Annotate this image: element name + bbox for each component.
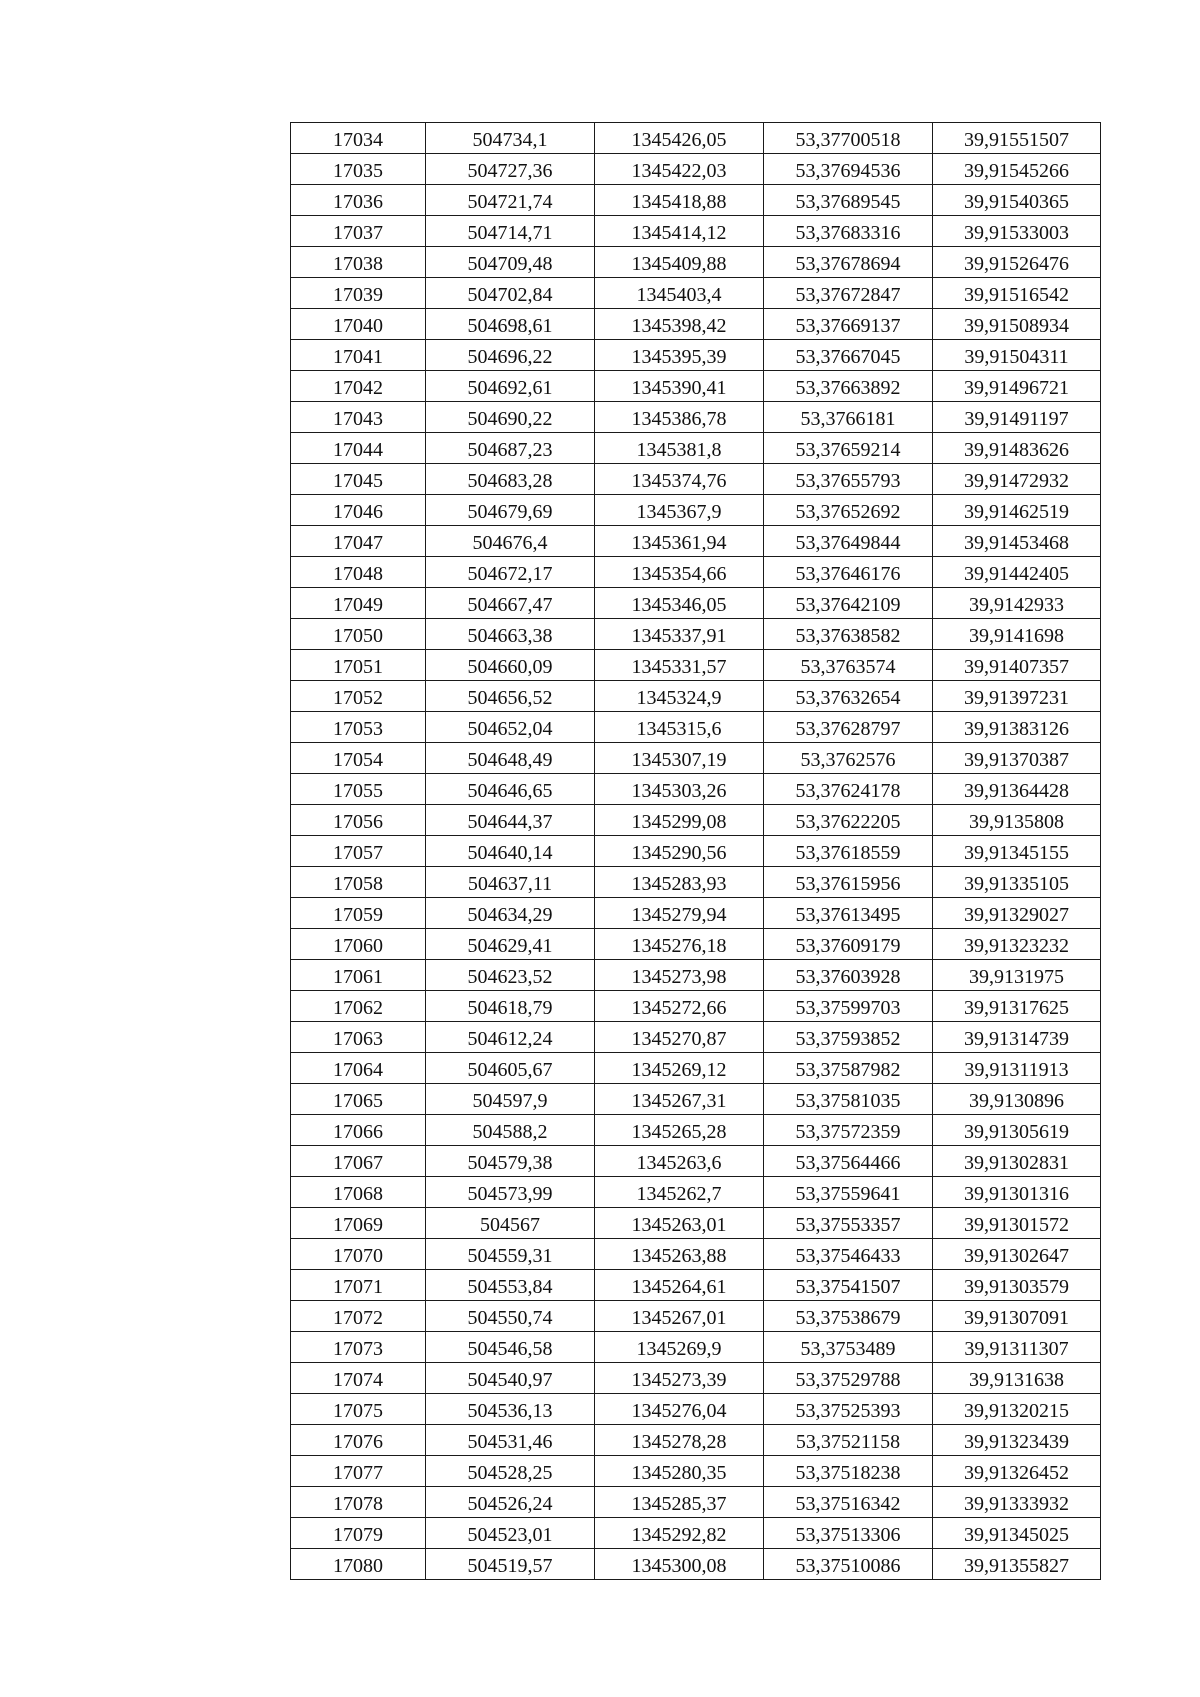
table-row	[291, 1146, 1101, 1177]
x-coordinate-cell: 504687,23	[426, 433, 595, 464]
longitude-cell: 39,91397231	[933, 681, 1101, 712]
table-row	[291, 1487, 1101, 1518]
longitude-cell: 39,91301316	[933, 1177, 1101, 1208]
longitude-cell: 39,91508934	[933, 309, 1101, 340]
table-row	[291, 588, 1101, 619]
point-number-cell: 17060	[291, 929, 426, 960]
longitude-cell: 39,91311307	[933, 1332, 1101, 1363]
y-coordinate-cell: 1345265,28	[595, 1115, 764, 1146]
longitude-cell: 39,91323439	[933, 1425, 1101, 1456]
x-coordinate-cell: 504698,61	[426, 309, 595, 340]
point-number-cell: 17077	[291, 1456, 426, 1487]
table-row	[291, 1239, 1101, 1270]
point-number-cell: 17038	[291, 247, 426, 278]
table-row	[291, 309, 1101, 340]
y-coordinate-cell: 1345374,76	[595, 464, 764, 495]
point-number-cell: 17054	[291, 743, 426, 774]
x-coordinate-cell: 504637,11	[426, 867, 595, 898]
x-coordinate-cell: 504519,57	[426, 1549, 595, 1580]
y-coordinate-cell: 1345303,26	[595, 774, 764, 805]
y-coordinate-cell: 1345267,01	[595, 1301, 764, 1332]
table-row	[291, 433, 1101, 464]
y-coordinate-cell: 1345324,9	[595, 681, 764, 712]
x-coordinate-cell: 504679,69	[426, 495, 595, 526]
x-coordinate-cell: 504597,9	[426, 1084, 595, 1115]
longitude-cell: 39,91302831	[933, 1146, 1101, 1177]
table-row	[291, 154, 1101, 185]
point-number-cell: 17055	[291, 774, 426, 805]
table-row	[291, 743, 1101, 774]
x-coordinate-cell: 504683,28	[426, 464, 595, 495]
table-row	[291, 247, 1101, 278]
point-number-cell: 17062	[291, 991, 426, 1022]
x-coordinate-cell: 504656,52	[426, 681, 595, 712]
coordinates-table-body	[291, 123, 1101, 1580]
point-number-cell: 17039	[291, 278, 426, 309]
y-coordinate-cell: 1345278,28	[595, 1425, 764, 1456]
latitude-cell: 53,37669137	[764, 309, 933, 340]
latitude-cell: 53,37510086	[764, 1549, 933, 1580]
point-number-cell: 17079	[291, 1518, 426, 1549]
y-coordinate-cell: 1345346,05	[595, 588, 764, 619]
x-coordinate-cell: 504526,24	[426, 1487, 595, 1518]
x-coordinate-cell: 504676,4	[426, 526, 595, 557]
x-coordinate-cell: 504531,46	[426, 1425, 595, 1456]
y-coordinate-cell: 1345273,39	[595, 1363, 764, 1394]
y-coordinate-cell: 1345422,03	[595, 154, 764, 185]
x-coordinate-cell: 504623,52	[426, 960, 595, 991]
latitude-cell: 53,37518238	[764, 1456, 933, 1487]
point-number-cell: 17045	[291, 464, 426, 495]
y-coordinate-cell: 1345390,41	[595, 371, 764, 402]
table-row	[291, 216, 1101, 247]
latitude-cell: 53,37678694	[764, 247, 933, 278]
x-coordinate-cell: 504646,65	[426, 774, 595, 805]
latitude-cell: 53,37700518	[764, 123, 933, 154]
latitude-cell: 53,37655793	[764, 464, 933, 495]
y-coordinate-cell: 1345315,6	[595, 712, 764, 743]
longitude-cell: 39,91516542	[933, 278, 1101, 309]
table-row	[291, 681, 1101, 712]
table-row	[291, 991, 1101, 1022]
table-row	[291, 1084, 1101, 1115]
x-coordinate-cell: 504644,37	[426, 805, 595, 836]
latitude-cell: 53,37683316	[764, 216, 933, 247]
longitude-cell: 39,91333932	[933, 1487, 1101, 1518]
y-coordinate-cell: 1345272,66	[595, 991, 764, 1022]
table-row	[291, 464, 1101, 495]
latitude-cell: 53,37564466	[764, 1146, 933, 1177]
point-number-cell: 17074	[291, 1363, 426, 1394]
y-coordinate-cell: 1345367,9	[595, 495, 764, 526]
longitude-cell: 39,9135808	[933, 805, 1101, 836]
longitude-cell: 39,91301572	[933, 1208, 1101, 1239]
longitude-cell: 39,91383126	[933, 712, 1101, 743]
table-row	[291, 185, 1101, 216]
x-coordinate-cell: 504546,58	[426, 1332, 595, 1363]
point-number-cell: 17069	[291, 1208, 426, 1239]
table-row	[291, 1518, 1101, 1549]
longitude-cell: 39,91323232	[933, 929, 1101, 960]
latitude-cell: 53,37663892	[764, 371, 933, 402]
x-coordinate-cell: 504528,25	[426, 1456, 595, 1487]
longitude-cell: 39,91302647	[933, 1239, 1101, 1270]
longitude-cell: 39,91370387	[933, 743, 1101, 774]
y-coordinate-cell: 1345354,66	[595, 557, 764, 588]
latitude-cell: 53,37581035	[764, 1084, 933, 1115]
y-coordinate-cell: 1345409,88	[595, 247, 764, 278]
latitude-cell: 53,37529788	[764, 1363, 933, 1394]
table-row	[291, 1208, 1101, 1239]
point-number-cell: 17063	[291, 1022, 426, 1053]
latitude-cell: 53,37632654	[764, 681, 933, 712]
x-coordinate-cell: 504714,71	[426, 216, 595, 247]
point-number-cell: 17067	[291, 1146, 426, 1177]
point-number-cell: 17065	[291, 1084, 426, 1115]
latitude-cell: 53,37546433	[764, 1239, 933, 1270]
point-number-cell: 17073	[291, 1332, 426, 1363]
y-coordinate-cell: 1345381,8	[595, 433, 764, 464]
latitude-cell: 53,37521158	[764, 1425, 933, 1456]
x-coordinate-cell: 504605,67	[426, 1053, 595, 1084]
longitude-cell: 39,91483626	[933, 433, 1101, 464]
table-row	[291, 867, 1101, 898]
x-coordinate-cell: 504579,38	[426, 1146, 595, 1177]
longitude-cell: 39,91504311	[933, 340, 1101, 371]
table-row	[291, 495, 1101, 526]
point-number-cell: 17052	[291, 681, 426, 712]
point-number-cell: 17070	[291, 1239, 426, 1270]
y-coordinate-cell: 1345418,88	[595, 185, 764, 216]
y-coordinate-cell: 1345276,18	[595, 929, 764, 960]
point-number-cell: 17047	[291, 526, 426, 557]
y-coordinate-cell: 1345426,05	[595, 123, 764, 154]
latitude-cell: 53,3763574	[764, 650, 933, 681]
table-row	[291, 1301, 1101, 1332]
latitude-cell: 53,37672847	[764, 278, 933, 309]
y-coordinate-cell: 1345285,37	[595, 1487, 764, 1518]
table-row	[291, 1053, 1101, 1084]
table-row	[291, 1022, 1101, 1053]
y-coordinate-cell: 1345273,98	[595, 960, 764, 991]
table-row	[291, 712, 1101, 743]
latitude-cell: 53,37649844	[764, 526, 933, 557]
latitude-cell: 53,37513306	[764, 1518, 933, 1549]
y-coordinate-cell: 1345414,12	[595, 216, 764, 247]
y-coordinate-cell: 1345299,08	[595, 805, 764, 836]
point-number-cell: 17046	[291, 495, 426, 526]
point-number-cell: 17057	[291, 836, 426, 867]
y-coordinate-cell: 1345269,9	[595, 1332, 764, 1363]
point-number-cell: 17049	[291, 588, 426, 619]
longitude-cell: 39,9131975	[933, 960, 1101, 991]
point-number-cell: 17051	[291, 650, 426, 681]
table-row	[291, 1332, 1101, 1363]
latitude-cell: 53,37559641	[764, 1177, 933, 1208]
y-coordinate-cell: 1345386,78	[595, 402, 764, 433]
table-row	[291, 960, 1101, 991]
coordinates-table	[290, 122, 1101, 1580]
longitude-cell: 39,91329027	[933, 898, 1101, 929]
table-row	[291, 1270, 1101, 1301]
y-coordinate-cell: 1345262,7	[595, 1177, 764, 1208]
point-number-cell: 17075	[291, 1394, 426, 1425]
x-coordinate-cell: 504567	[426, 1208, 595, 1239]
y-coordinate-cell: 1345398,42	[595, 309, 764, 340]
longitude-cell: 39,91335105	[933, 867, 1101, 898]
table-row	[291, 1549, 1101, 1580]
table-row	[291, 1425, 1101, 1456]
latitude-cell: 53,37628797	[764, 712, 933, 743]
x-coordinate-cell: 504690,22	[426, 402, 595, 433]
table-row	[291, 1394, 1101, 1425]
longitude-cell: 39,9131638	[933, 1363, 1101, 1394]
point-number-cell: 17071	[291, 1270, 426, 1301]
x-coordinate-cell: 504573,99	[426, 1177, 595, 1208]
longitude-cell: 39,91472932	[933, 464, 1101, 495]
y-coordinate-cell: 1345361,94	[595, 526, 764, 557]
latitude-cell: 53,37609179	[764, 929, 933, 960]
y-coordinate-cell: 1345270,87	[595, 1022, 764, 1053]
latitude-cell: 53,37553357	[764, 1208, 933, 1239]
y-coordinate-cell: 1345263,01	[595, 1208, 764, 1239]
point-number-cell: 17037	[291, 216, 426, 247]
point-number-cell: 17043	[291, 402, 426, 433]
longitude-cell: 39,91303579	[933, 1270, 1101, 1301]
x-coordinate-cell: 504523,01	[426, 1518, 595, 1549]
point-number-cell: 17072	[291, 1301, 426, 1332]
latitude-cell: 53,37599703	[764, 991, 933, 1022]
latitude-cell: 53,37624178	[764, 774, 933, 805]
longitude-cell: 39,91491197	[933, 402, 1101, 433]
table-row	[291, 340, 1101, 371]
x-coordinate-cell: 504672,17	[426, 557, 595, 588]
point-number-cell: 17053	[291, 712, 426, 743]
point-number-cell: 17044	[291, 433, 426, 464]
point-number-cell: 17050	[291, 619, 426, 650]
table-row	[291, 1456, 1101, 1487]
y-coordinate-cell: 1345276,04	[595, 1394, 764, 1425]
point-number-cell: 17041	[291, 340, 426, 371]
point-number-cell: 17034	[291, 123, 426, 154]
longitude-cell: 39,91540365	[933, 185, 1101, 216]
latitude-cell: 53,37622205	[764, 805, 933, 836]
table-row	[291, 371, 1101, 402]
x-coordinate-cell: 504721,74	[426, 185, 595, 216]
longitude-cell: 39,91345155	[933, 836, 1101, 867]
longitude-cell: 39,91345025	[933, 1518, 1101, 1549]
x-coordinate-cell: 504536,13	[426, 1394, 595, 1425]
longitude-cell: 39,91551507	[933, 123, 1101, 154]
x-coordinate-cell: 504709,48	[426, 247, 595, 278]
latitude-cell: 53,37642109	[764, 588, 933, 619]
point-number-cell: 17068	[291, 1177, 426, 1208]
longitude-cell: 39,91453468	[933, 526, 1101, 557]
point-number-cell: 17078	[291, 1487, 426, 1518]
longitude-cell: 39,91442405	[933, 557, 1101, 588]
y-coordinate-cell: 1345280,35	[595, 1456, 764, 1487]
y-coordinate-cell: 1345264,61	[595, 1270, 764, 1301]
x-coordinate-cell: 504648,49	[426, 743, 595, 774]
longitude-cell: 39,91496721	[933, 371, 1101, 402]
table-row	[291, 123, 1101, 154]
longitude-cell: 39,9142933	[933, 588, 1101, 619]
point-number-cell: 17064	[291, 1053, 426, 1084]
latitude-cell: 53,37541507	[764, 1270, 933, 1301]
longitude-cell: 39,91407357	[933, 650, 1101, 681]
latitude-cell: 53,37615956	[764, 867, 933, 898]
latitude-cell: 53,3762576	[764, 743, 933, 774]
latitude-cell: 53,37646176	[764, 557, 933, 588]
table-row	[291, 898, 1101, 929]
x-coordinate-cell: 504640,14	[426, 836, 595, 867]
y-coordinate-cell: 1345263,88	[595, 1239, 764, 1270]
table-row	[291, 774, 1101, 805]
y-coordinate-cell: 1345283,93	[595, 867, 764, 898]
latitude-cell: 53,37572359	[764, 1115, 933, 1146]
longitude-cell: 39,91462519	[933, 495, 1101, 526]
x-coordinate-cell: 504692,61	[426, 371, 595, 402]
longitude-cell: 39,91307091	[933, 1301, 1101, 1332]
table-row	[291, 1363, 1101, 1394]
longitude-cell: 39,91311913	[933, 1053, 1101, 1084]
longitude-cell: 39,91364428	[933, 774, 1101, 805]
point-number-cell: 17061	[291, 960, 426, 991]
latitude-cell: 53,37618559	[764, 836, 933, 867]
x-coordinate-cell: 504727,36	[426, 154, 595, 185]
point-number-cell: 17076	[291, 1425, 426, 1456]
table-row	[291, 557, 1101, 588]
y-coordinate-cell: 1345292,82	[595, 1518, 764, 1549]
latitude-cell: 53,37694536	[764, 154, 933, 185]
latitude-cell: 53,37659214	[764, 433, 933, 464]
table-row	[291, 1115, 1101, 1146]
x-coordinate-cell: 504588,2	[426, 1115, 595, 1146]
latitude-cell: 53,37613495	[764, 898, 933, 929]
longitude-cell: 39,91355827	[933, 1549, 1101, 1580]
latitude-cell: 53,37689545	[764, 185, 933, 216]
longitude-cell: 39,91314739	[933, 1022, 1101, 1053]
y-coordinate-cell: 1345395,39	[595, 340, 764, 371]
y-coordinate-cell: 1345269,12	[595, 1053, 764, 1084]
x-coordinate-cell: 504663,38	[426, 619, 595, 650]
longitude-cell: 39,91545266	[933, 154, 1101, 185]
x-coordinate-cell: 504550,74	[426, 1301, 595, 1332]
x-coordinate-cell: 504540,97	[426, 1363, 595, 1394]
longitude-cell: 39,91320215	[933, 1394, 1101, 1425]
latitude-cell: 53,37652692	[764, 495, 933, 526]
longitude-cell: 39,9141698	[933, 619, 1101, 650]
y-coordinate-cell: 1345331,57	[595, 650, 764, 681]
y-coordinate-cell: 1345403,4	[595, 278, 764, 309]
table-row	[291, 1177, 1101, 1208]
table-row	[291, 619, 1101, 650]
longitude-cell: 39,91317625	[933, 991, 1101, 1022]
point-number-cell: 17048	[291, 557, 426, 588]
x-coordinate-cell: 504652,04	[426, 712, 595, 743]
y-coordinate-cell: 1345267,31	[595, 1084, 764, 1115]
point-number-cell: 17080	[291, 1549, 426, 1580]
point-number-cell: 17066	[291, 1115, 426, 1146]
x-coordinate-cell: 504667,47	[426, 588, 595, 619]
table-row	[291, 402, 1101, 433]
table-row	[291, 650, 1101, 681]
latitude-cell: 53,3766181	[764, 402, 933, 433]
x-coordinate-cell: 504559,31	[426, 1239, 595, 1270]
x-coordinate-cell: 504612,24	[426, 1022, 595, 1053]
point-number-cell: 17042	[291, 371, 426, 402]
longitude-cell: 39,91305619	[933, 1115, 1101, 1146]
latitude-cell: 53,37538679	[764, 1301, 933, 1332]
y-coordinate-cell: 1345263,6	[595, 1146, 764, 1177]
y-coordinate-cell: 1345279,94	[595, 898, 764, 929]
latitude-cell: 53,37587982	[764, 1053, 933, 1084]
longitude-cell: 39,91326452	[933, 1456, 1101, 1487]
table-row	[291, 278, 1101, 309]
point-number-cell: 17056	[291, 805, 426, 836]
y-coordinate-cell: 1345337,91	[595, 619, 764, 650]
x-coordinate-cell: 504734,1	[426, 123, 595, 154]
x-coordinate-cell: 504618,79	[426, 991, 595, 1022]
x-coordinate-cell: 504702,84	[426, 278, 595, 309]
y-coordinate-cell: 1345290,56	[595, 836, 764, 867]
point-number-cell: 17036	[291, 185, 426, 216]
point-number-cell: 17040	[291, 309, 426, 340]
y-coordinate-cell: 1345300,08	[595, 1549, 764, 1580]
x-coordinate-cell: 504629,41	[426, 929, 595, 960]
latitude-cell: 53,37593852	[764, 1022, 933, 1053]
longitude-cell: 39,91526476	[933, 247, 1101, 278]
x-coordinate-cell: 504696,22	[426, 340, 595, 371]
table-row	[291, 526, 1101, 557]
point-number-cell: 17035	[291, 154, 426, 185]
latitude-cell: 53,37667045	[764, 340, 933, 371]
latitude-cell: 53,37603928	[764, 960, 933, 991]
table-row	[291, 805, 1101, 836]
latitude-cell: 53,37525393	[764, 1394, 933, 1425]
latitude-cell: 53,37638582	[764, 619, 933, 650]
longitude-cell: 39,9130896	[933, 1084, 1101, 1115]
y-coordinate-cell: 1345307,19	[595, 743, 764, 774]
point-number-cell: 17058	[291, 867, 426, 898]
point-number-cell: 17059	[291, 898, 426, 929]
table-row	[291, 929, 1101, 960]
x-coordinate-cell: 504553,84	[426, 1270, 595, 1301]
table-row	[291, 836, 1101, 867]
latitude-cell: 53,37516342	[764, 1487, 933, 1518]
longitude-cell: 39,91533003	[933, 216, 1101, 247]
x-coordinate-cell: 504634,29	[426, 898, 595, 929]
x-coordinate-cell: 504660,09	[426, 650, 595, 681]
latitude-cell: 53,3753489	[764, 1332, 933, 1363]
